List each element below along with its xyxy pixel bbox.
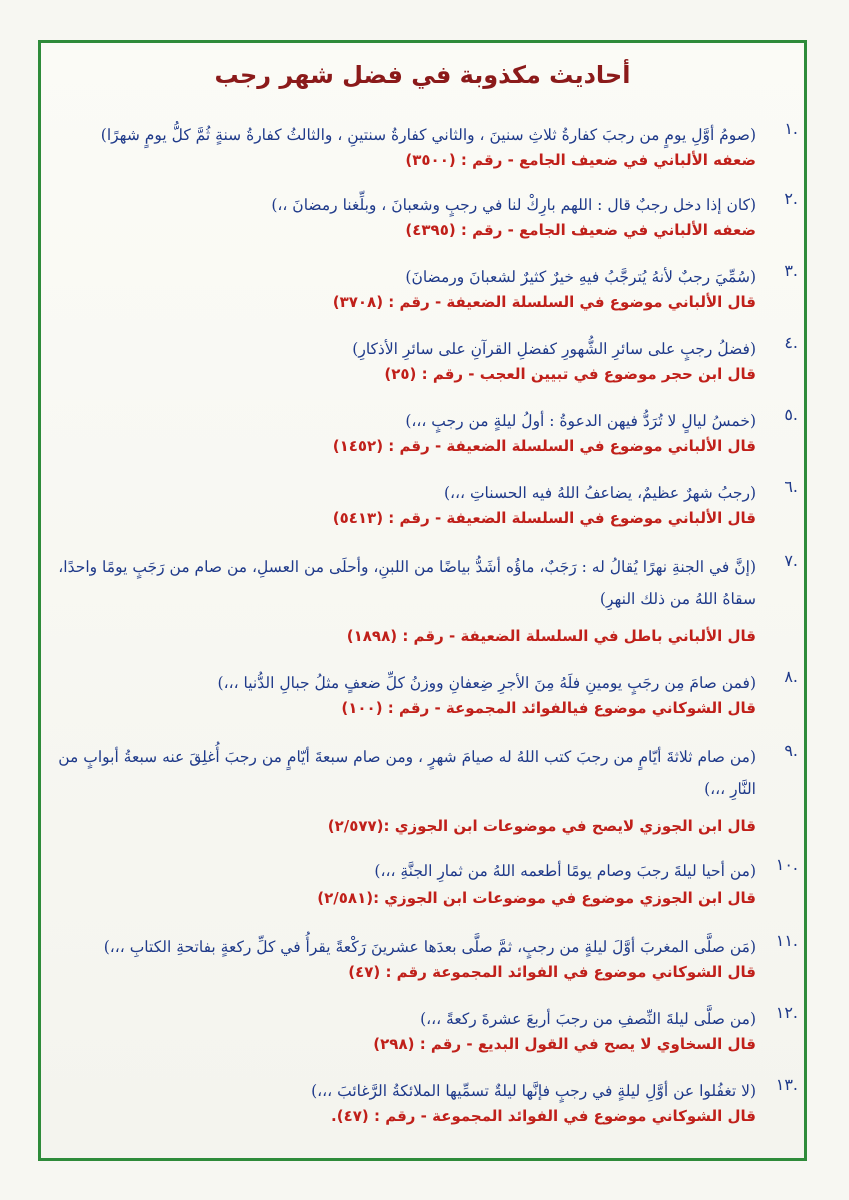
- hadith-text: (من صام ثلاثةَ أيّامٍ من رجبَ كتب اللهُ له صيامَ شهرٍ ، ومن صام سبعةَ أيّامٍ من رجبَ أُغلِقَ عنه سبعةُ أبوابٍ من النَّارِ ،،،): [58, 748, 756, 798]
- grade-text: قال الألباني موضوع في السلسلة الضعيفة - رقم : (٥٤١٣): [332, 509, 756, 527]
- item-number: .١٢: [775, 1003, 798, 1022]
- item-number: .٩: [784, 741, 798, 760]
- hadith-text: (فمن صامَ مِن رجَبٍ يومينِ فلَهُ مِنَ الأجرِ ضِعفانِ ووزنُ كلِّ ضعفٍ مثلُ جبالِ الدُّنيا ،،،): [217, 674, 756, 692]
- grade-text: قال ابن الجوزي لايصح في موضوعات ابن الجوزي :(٢/٥٧٧): [327, 817, 756, 835]
- item-number: .١٠: [775, 855, 798, 874]
- grade-text: قال ابن الجوزي موضوع في موضوعات ابن الجوزي :(٢/٥٨١): [317, 889, 756, 907]
- hadith-text: (من صلَّى ليلةَ النِّصفِ من رجبَ أربعَ عشرةَ ركعةً ،،،): [420, 1010, 756, 1028]
- item-number: .٤: [784, 333, 798, 352]
- grade-text: قال الألباني موضوع في السلسلة الضعيفة - رقم : (١٤٥٢): [332, 437, 756, 455]
- item-number: .٢: [784, 189, 798, 208]
- hadith-text: (فضلُ رجبٍ على سائرِ الشُّهورِ كفضلِ القرآنِ على سائرِ الأذكارِ): [352, 340, 756, 358]
- page-title: أحاديث مكذوبة في فضل شهر رجب: [214, 61, 631, 89]
- grade-text: قال الألباني باطل في السلسلة الضعيفة - رقم : (١٨٩٨): [346, 627, 756, 645]
- grade-text: قال الشوكاني موضوع في الفوائد المجموعة رقم : (٤٧): [348, 963, 756, 981]
- grade-text: ضعفه الألباني في ضعيف الجامع - رقم : (٣٥٠٠): [405, 151, 756, 169]
- hadith-text: (مَن صلَّى المغربَ أوَّلَ ليلةٍ من رجبٍ، ثمَّ صلَّى بعدَها عشرينَ رَكْعةً يقرأُ في كلِّ ركعةٍ بفاتحةِ الكتابِ ،،،): [103, 938, 756, 956]
- grade-text: ضعفه الألباني في ضعيف الجامع - رقم : (٤٣٩٥): [405, 221, 756, 239]
- page-frame: [38, 40, 807, 1161]
- hadith-text: (رجبُ شهرٌ عظيمٌ، يضاعفُ اللهُ فيه الحسناتِ ،،،): [443, 484, 756, 502]
- item-number: .١٣: [775, 1075, 798, 1094]
- hadith-text: (صومُ أوَّلِ يومٍ من رجبَ كفارةُ ثلاثِ سنينَ ، والثاني كفارةُ سنتينِ ، والثالثُ كفارةُ سنةٍ ثُمَّ كلُّ يومٍ شهرًا): [100, 126, 756, 144]
- item-number: .٣: [784, 261, 798, 280]
- hadith-text: (خمسُ ليالٍ لا تُرَدُّ فيهن الدعوةُ : أولُ ليلةٍ من رجبٍ ،،،): [405, 412, 756, 430]
- item-number: .٨: [784, 667, 798, 686]
- item-number: .٧: [784, 551, 798, 570]
- item-number: .١: [784, 119, 798, 138]
- grade-text: قال الشوكاني موضوع فيالفوائد المجموعة - رقم : (١٠٠): [341, 699, 756, 717]
- hadith-text: (إنَّ في الجنةِ نهرًا يُقالُ له : رَجَبٌ، ماؤُه أشَدُّ بياضًا من اللبنِ، وأحلَى من العسلِ، من صام من رَجَبٍ يومًا واحدًا، سقاهُ اللهُ من ذلك النهرِ): [58, 558, 756, 608]
- item-number: .١١: [775, 931, 798, 950]
- grade-text: قال الشوكاني موضوع في الفوائد المجموعة - رقم : (٤٧).: [331, 1107, 756, 1125]
- item-number: .٦: [784, 477, 798, 496]
- hadith-text: (كان إذا دخل رجبٌ قال : اللهم بارِكْ لنا في رجبٍ وشعبانَ ، وبلِّغنا رمضانَ ،،): [271, 196, 756, 214]
- hadith-text: (من أحيا ليلةَ رجبَ وصام يومًا أطعمه اللهُ من ثمارِ الجنَّةِ ،،،): [374, 862, 756, 880]
- hadith-text: (لا تغفُلوا عن أوَّلِ ليلةٍ في رجبٍ فإنَّها ليلةٌ تسمِّيها الملائكةُ الرَّغائبَ ،،،): [311, 1082, 756, 1100]
- grade-text: قال الألباني موضوع في السلسلة الضعيفة - رقم : (٣٧٠٨): [332, 293, 756, 311]
- grade-text: قال السخاوي لا يصح في القول البديع - رقم : (٢٩٨): [373, 1035, 756, 1053]
- item-number: .٥: [784, 405, 798, 424]
- grade-text: قال ابن حجر موضوع في تبيين العجب - رقم : (٢٥): [384, 365, 756, 383]
- hadith-text: (سُمِّيَ رجبٌ لأنهُ يُترجَّبُ فيهِ خيرٌ كثيرٌ لشعبانَ ورمضانَ): [405, 268, 756, 286]
